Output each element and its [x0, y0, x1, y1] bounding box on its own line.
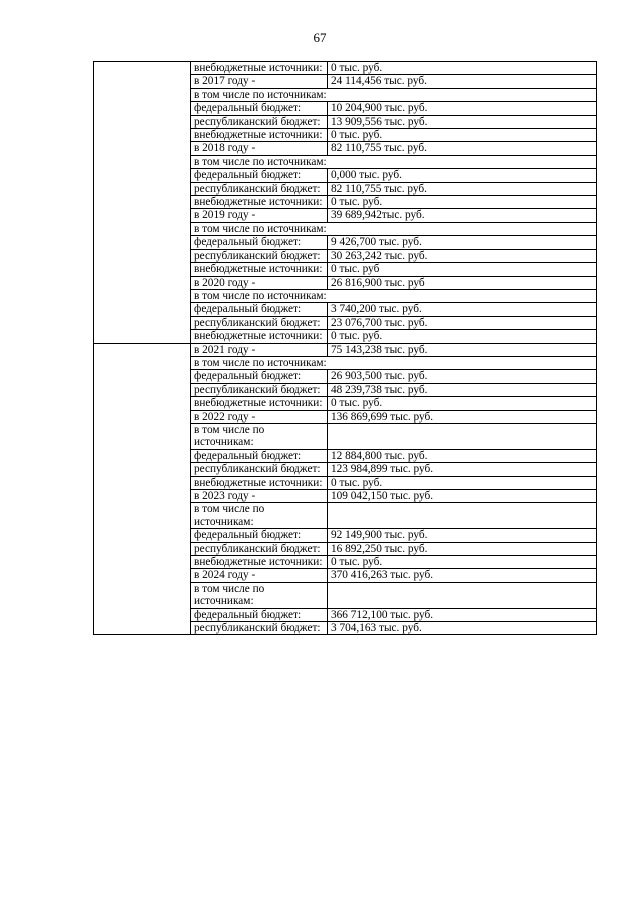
row-value: 26 903,500 тыс. руб. [328, 370, 597, 383]
row-value: 0 тыс. руб. [328, 196, 597, 209]
row-label: внебюджетные источники: [191, 196, 328, 209]
row-value: 109 042,150 тыс. руб. [328, 490, 597, 503]
row-value: 0 тыс. руб. [328, 330, 597, 343]
left-empty-cell [94, 343, 191, 635]
row-value: 82 110,755 тыс. руб. [328, 142, 597, 155]
row-value: 0,000 тыс. руб. [328, 169, 597, 182]
row-label: внебюджетные источники: [191, 129, 328, 142]
row-value: 0 тыс. руб. [328, 62, 597, 75]
row-value: 39 689,942тыс. руб. [328, 209, 597, 222]
row-label: республиканский бюджет: [191, 622, 328, 635]
row-label: в том числе по источникам: [191, 356, 597, 369]
page-number: 67 [313, 30, 327, 45]
row-label: в том числе по источникам: [191, 222, 597, 235]
row-value: 9 426,700 тыс. руб. [328, 236, 597, 249]
row-value: 0 тыс. руб. [328, 129, 597, 142]
row-value: 13 909,556 тыс. руб. [328, 115, 597, 128]
row-label: федеральный бюджет: [191, 102, 328, 115]
row-value: 3 704,163 тыс. руб. [328, 622, 597, 635]
row-label: в 2020 году - [191, 276, 328, 289]
row-label: федеральный бюджет: [191, 169, 328, 182]
row-label: федеральный бюджет: [191, 236, 328, 249]
row-value: 0 тыс. руб. [328, 476, 597, 489]
row-label: республиканский бюджет: [191, 383, 328, 396]
row-label: в том числе по источникам: [191, 503, 328, 529]
row-value: 26 816,900 тыс. руб [328, 276, 597, 289]
row-label: внебюджетные источники: [191, 397, 328, 410]
row-value: 10 204,900 тыс. руб. [328, 102, 597, 115]
row-value: 0 тыс. руб. [328, 397, 597, 410]
row-label: федеральный бюджет: [191, 370, 328, 383]
row-label: республиканский бюджет: [191, 463, 328, 476]
row-value: 123 984,899 тыс. руб. [328, 463, 597, 476]
row-value: 16 892,250 тыс. руб. [328, 542, 597, 555]
row-value: 0 тыс. руб. [328, 556, 597, 569]
row-label: в 2024 году - [191, 569, 328, 582]
row-value: 48 239,738 тыс. руб. [328, 383, 597, 396]
row-label: федеральный бюджет: [191, 529, 328, 542]
row-label: в том числе по источникам: [191, 155, 597, 168]
row-label: в том числе по источникам: [191, 88, 597, 101]
row-label: внебюджетные источники: [191, 263, 328, 276]
row-label: в том числе по источникам: [191, 423, 328, 449]
row-value [328, 503, 597, 529]
row-value [328, 582, 597, 608]
table-row [94, 62, 597, 75]
row-label: федеральный бюджет: [191, 608, 328, 621]
row-value: 24 114,456 тыс. руб. [328, 75, 597, 88]
row-label: внебюджетные источники: [191, 330, 328, 343]
row-label: федеральный бюджет: [191, 303, 328, 316]
row-value: 136 869,699 тыс. руб. [328, 410, 597, 423]
row-value: 370 416,263 тыс. руб. [328, 569, 597, 582]
row-label: в 2021 году - [191, 343, 328, 356]
row-label: в том числе по источникам: [191, 582, 328, 608]
table-row [94, 343, 597, 356]
row-label: внебюджетные источники: [191, 476, 328, 489]
row-value: 3 740,200 тыс. руб. [328, 303, 597, 316]
row-label: в 2017 году - [191, 75, 328, 88]
row-label: республиканский бюджет: [191, 249, 328, 262]
row-value: 92 149,900 тыс. руб. [328, 529, 597, 542]
row-label: в 2022 году - [191, 410, 328, 423]
row-label: внебюджетные источники: [191, 556, 328, 569]
row-label: республиканский бюджет: [191, 316, 328, 329]
row-value: 0 тыс. руб [328, 263, 597, 276]
row-label: республиканский бюджет: [191, 115, 328, 128]
row-label: в 2019 году - [191, 209, 328, 222]
row-value: 30 263,242 тыс. руб. [328, 249, 597, 262]
row-value: 82 110,755 тыс. руб. [328, 182, 597, 195]
row-value: 366 712,100 тыс. руб. [328, 608, 597, 621]
row-value: 12 884,800 тыс. руб. [328, 449, 597, 462]
row-label: внебюджетные источники: [191, 62, 328, 75]
row-label: республиканский бюджет: [191, 182, 328, 195]
row-label: в 2018 году - [191, 142, 328, 155]
left-empty-cell [94, 62, 191, 344]
row-label: в том числе по источникам: [191, 289, 597, 302]
row-label: в 2023 году - [191, 490, 328, 503]
row-label: федеральный бюджет: [191, 449, 328, 462]
row-value: 75 143,238 тыс. руб. [328, 343, 597, 356]
row-label: республиканский бюджет: [191, 542, 328, 555]
row-value [328, 423, 597, 449]
funding-table [93, 61, 597, 635]
row-value: 23 076,700 тыс. руб. [328, 316, 597, 329]
